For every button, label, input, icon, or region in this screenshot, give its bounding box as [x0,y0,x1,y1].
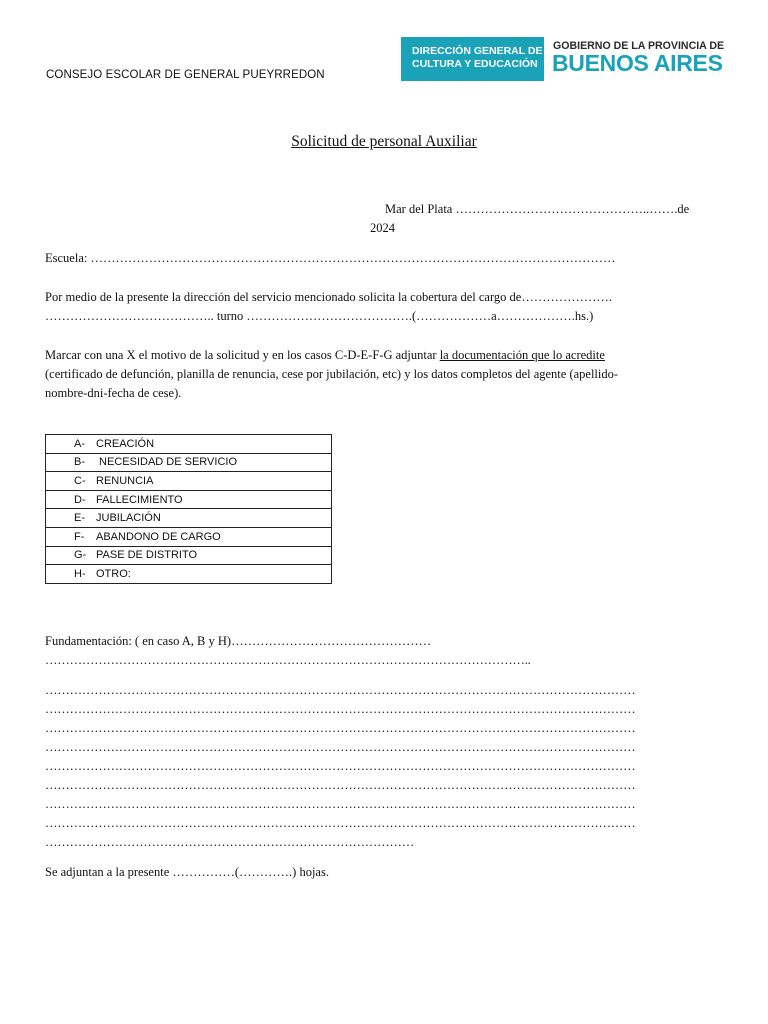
fundamentacion-line[interactable]: ……………………………………………………………………………………………………………………………… [45,740,636,754]
logo-province-text: BUENOS AIRES [552,50,723,76]
motive-row[interactable] [46,546,332,565]
motive-label: RENUNCIA [96,474,154,487]
fundamentacion-line[interactable]: ……………………………………………………………………………… [45,835,415,849]
motive-row[interactable] [46,565,332,584]
logo-box-line2: CULTURA Y EDUCACIÓN [412,58,538,70]
fundamentacion-line[interactable]: ……………………………………………………………………………………………………….. [45,653,531,667]
motive-cell[interactable] [46,472,332,491]
motive-code: G- [74,549,87,562]
attached-pages-line: Se adjuntan a la presente ……………(………….) hojas. [45,865,329,879]
motive-row[interactable] [46,435,332,454]
motive-cell[interactable] [46,509,332,528]
instructions-text: Marcar con una X el motivo de la solicitud y en los casos C-D-E-F-G adjuntar [45,348,440,362]
year: 2024 [370,221,395,235]
fundamentacion-line[interactable]: ……………………………………………………………………………………………………………………………… [45,759,636,773]
motive-cell[interactable] [46,565,332,584]
motive-code: F- [74,530,85,543]
motive-row[interactable] [46,472,332,491]
motive-code: A- [74,437,85,450]
motive-code: E- [74,512,85,525]
motive-cell[interactable] [46,490,332,509]
instructions-line-3: nombre-dni-fecha de cese). [45,386,182,400]
motive-label: OTRO: [96,567,131,580]
motive-label: JUBILACIÓN [96,512,161,525]
motive-row[interactable] [46,490,332,509]
fundamentacion-line[interactable]: ……………………………………………………………………………………………………………………………… [45,797,636,811]
motive-label: PASE DE DISTRITO [96,549,198,562]
motive-table [45,434,332,584]
fundamentacion-label: Fundamentación: ( en caso A, B y H)………………………………………… [45,634,432,648]
motive-code: D- [74,493,86,506]
motive-code: B- [74,456,85,469]
motive-cell[interactable] [46,435,332,454]
council-name: CONSEJO ESCOLAR DE GENERAL PUEYRREDON [46,69,325,81]
motive-code: H- [74,567,86,580]
fundamentacion-line[interactable]: ……………………………………………………………………………………………………………………………… [45,702,636,716]
school-line: Escuela: ……………………………………………………………………………………………………………… [45,251,616,265]
date-line: Mar del Plata ………………………………………..…….de [385,202,690,216]
motive-label: ABANDONO DE CARGO [96,530,221,543]
documentation-link-text: la documentación que lo acredite [439,348,605,362]
logo-gov-text: GOBIERNO DE LA PROVINCIA DE [553,40,725,52]
motive-cell[interactable] [46,546,332,565]
motive-row[interactable] [46,509,332,528]
page-title: Solicitud de personal Auxiliar [291,133,477,150]
instructions-line-1 [45,348,605,363]
request-line-1: Por medio de la presente la dirección del servicio mencionado solicita la cobertura del cargo de…………………. [45,290,612,304]
fundamentacion-line[interactable]: ……………………………………………………………………………………………………………………………… [45,721,636,735]
motive-label: CREACIÓN [96,437,155,450]
logo-box-line1: DIRECCIÓN GENERAL DE [412,45,543,57]
motive-cell[interactable] [46,453,332,472]
motive-cell[interactable] [46,527,332,546]
fundamentacion-line[interactable]: ……………………………………………………………………………………………………………………………… [45,683,636,697]
motive-row[interactable] [46,527,332,546]
motive-row[interactable] [46,453,332,472]
instructions-line-2: (certificado de defunción, planilla de renuncia, cese por jubilación, etc) y los datos completos del agente (apellido- [45,367,619,381]
motive-code: C- [74,474,86,487]
fundamentacion-line[interactable]: ……………………………………………………………………………………………………………………………… [45,816,636,830]
motive-label: NECESIDAD DE SERVICIO [96,456,237,469]
motive-label: FALLECIMIENTO [96,493,183,506]
dgce-logo [401,37,544,81]
fundamentacion-line[interactable]: ……………………………………………………………………………………………………………………………… [45,778,636,792]
request-line-2: ………………………………….. turno ………………………………….(………………a……………….hs.) [45,309,594,323]
